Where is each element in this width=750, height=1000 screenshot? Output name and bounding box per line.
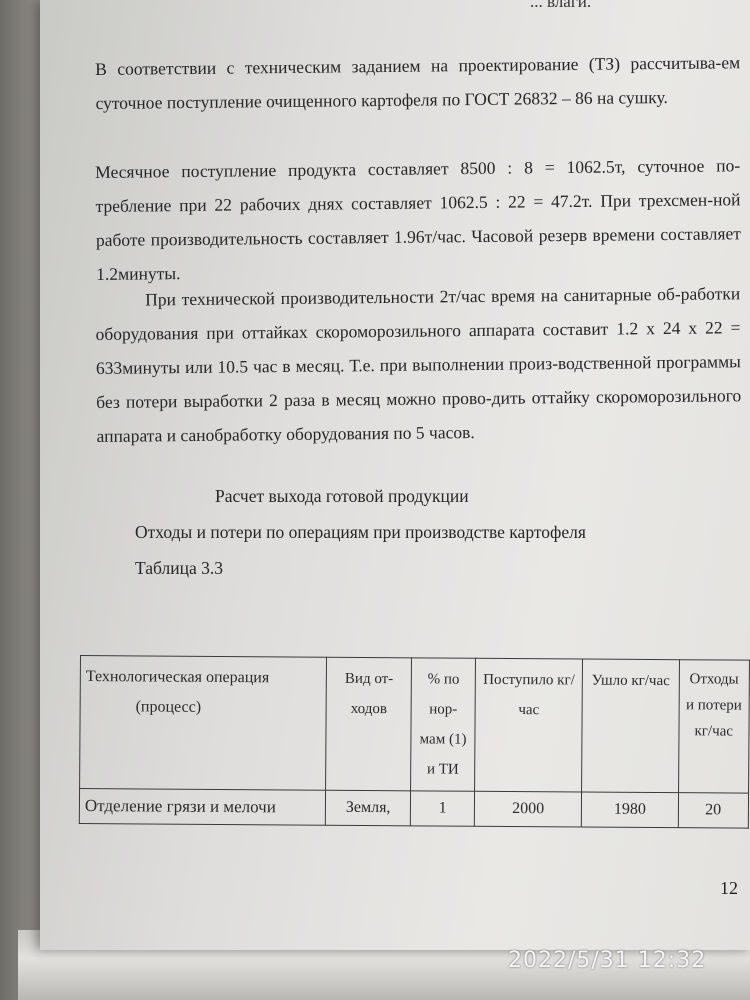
- section-heading: Расчет выхода готовой продукции: [215, 486, 469, 506]
- header-left: Ушло кг/час: [582, 659, 679, 793]
- paragraph-3: При технической производительности 2т/час время на санитарные об-работки оборудования при оттайках скороморозильного аппарата составит 1.2 х 24 х 22 = 633минуты или 10.5 час в месяц. Т.е. при выполнении произ-водственной программы без потери выработки 2 раза в месяц можно прово-дить оттайку скороморозильного аппарата и санобработку оборудования по 5 часов.: [95, 283, 742, 446]
- cell-norm-percent: 1: [411, 791, 475, 826]
- cell-received: 2000: [474, 791, 582, 827]
- header-operation: [80, 656, 327, 791]
- cell-operation: Отделение грязи и мелочи: [79, 789, 325, 826]
- top-text-fragment: ... влаги.: [530, 0, 592, 11]
- header-losses: Отходы и потери кг/час: [678, 660, 749, 793]
- header-norm-percent: % по нор-мам (1) и ТИ: [411, 658, 475, 791]
- table-row: [79, 789, 748, 829]
- paragraph-1: В соответствии с техническим заданием на проектирование (ТЗ) рассчитыва-ем суточное поступление очищенного картофеля по ГОСТ 26832 – 86 на сушку.: [95, 52, 741, 113]
- table-header-row: [80, 656, 750, 794]
- camera-timestamp: 2022/5/31 12:32: [508, 948, 707, 973]
- header-received: Поступило кг/час: [474, 658, 582, 792]
- header-waste-type: Вид от-ходов: [326, 657, 412, 791]
- page-number: 12: [720, 878, 738, 898]
- waste-table: [79, 655, 750, 829]
- table-label: Таблица 3.3: [135, 558, 223, 578]
- section-subheading: Отходы и потери по операциям при производстве картофеля: [135, 522, 586, 542]
- cell-waste-type: Земля,: [325, 790, 411, 826]
- header-operation-line2: (процесс): [135, 698, 202, 716]
- document-page: [40, 0, 750, 950]
- paragraph-2: Месячное поступление продукта составляет 8500 : 8 = 1062.5т, суточное по-требление при 22 рабочих днях составляет 1062.5 : 22 = 47.2т. При трехсмен-ной работе производительность составляет 1.96т/час. Часовой резерв времени составляет 1.2минуты.: [95, 155, 741, 284]
- cell-losses: 20: [678, 793, 749, 828]
- header-operation-line1: Технологическая операция: [85, 668, 270, 687]
- cell-left: 1980: [582, 792, 678, 828]
